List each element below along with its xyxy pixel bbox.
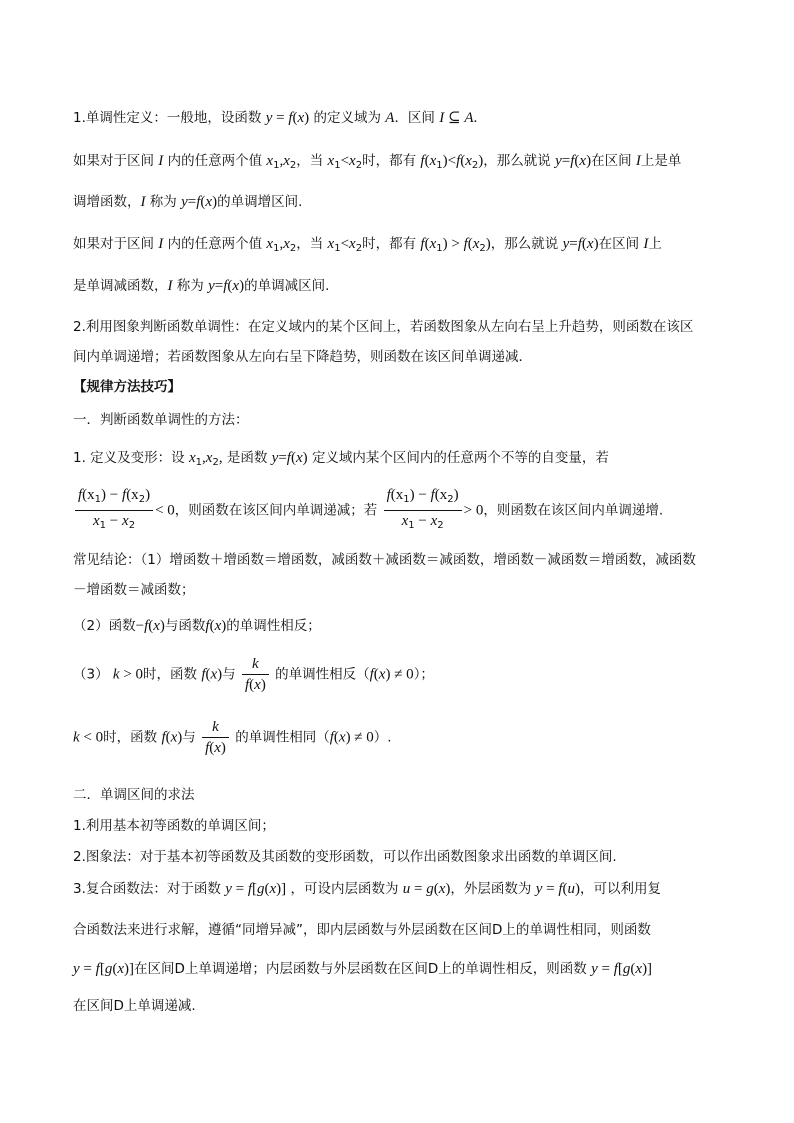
text: ，则函数在该区间内单调递增. (483, 502, 664, 519)
text: 与 (222, 666, 236, 683)
method-line-3: 3.复合函数法：对于函数 y = f[g(x)] ，可设内层函数为 u = g(x)，外层函数为 y = f(u)，可以利用复 (73, 881, 662, 897)
text: 时，都有 (362, 236, 417, 252)
text: 3.复合函数法：对于函数 (73, 881, 221, 897)
text: ．区间 (394, 110, 435, 126)
text: 的单调减区间. (244, 278, 330, 294)
text: 在区间D上单调递增；内层函数与外层函数在区间D上的单调性相反，则函数 (133, 961, 587, 977)
text: 称为 (176, 278, 204, 294)
text: 内的任意两个值 (167, 153, 263, 169)
text: （3） (73, 666, 109, 683)
text: ，外层函数为 (450, 881, 532, 897)
text: ）. (373, 729, 392, 746)
text: 1. 定义及变形：设 (73, 450, 185, 466)
method-line-1: 1.利用基本初等函数的单调区间； (73, 818, 275, 834)
method-line-2: 2.图象法：对于基本初等函数及其函数的变形函数，可以作出函数图象求出函数的单调区间. (73, 849, 617, 865)
text: 如果对于区间 (73, 236, 154, 252)
text: ，可设内层函数为 (290, 881, 399, 897)
difference-quotient: $\frac{f(x_1) - f(x_2)}{x_1 - x_2}$ (75, 486, 153, 535)
k-over-f: $\frac{k}{f(x)}$ (202, 718, 229, 757)
formula: y (265, 110, 273, 126)
definition-line-4: 如果对于区间 I 内的任意两个值 $x_1,x_2$，当 $x_1<x_2$时，都有 $f(x_1) > f(x_2)$，那么就说 y=f(x)在区间 I上 (73, 236, 662, 254)
conclusion-line-1: 常见结论：（1）增函数＋增函数＝增函数，减函数＋减函数＝减函数，增函数－减函数＝增函数，减函数 (73, 552, 696, 568)
difference-quotient: $\frac{f(x_1) - f(x_2)}{x_1 - x_2}$ (384, 486, 462, 535)
text: ，当 (296, 153, 324, 169)
text: 时，函数 (103, 729, 158, 746)
text: 调增函数， (73, 194, 141, 210)
conclusion-line-2: －增函数＝减函数； (73, 582, 195, 598)
conclusion-line-3: （2）函数−f(x)与函数f(x)的单调性相反； (73, 618, 321, 634)
conclusion-line-5: k < 0时，函数 f(x)与 $\frac{k}{f(x)}$ 的单调性相同（f(x) ≠ 0）. (73, 719, 392, 756)
text: 1.单调性定义：一般地，设函数 (73, 110, 262, 126)
text: 在区间 (591, 153, 632, 169)
text: 内的任意两个值 (167, 236, 263, 252)
text: 的单调性相同（ (235, 729, 330, 746)
text: 时，函数 (143, 666, 198, 683)
text: ，那么就说 (490, 236, 559, 252)
section-heading: 【规律方法技巧】 (73, 379, 181, 395)
text: 是函数 (226, 450, 268, 466)
definition-line-2: 如果对于区间 I 内的任意两个值 $x_1,x_2$，当 $x_1<x_2$时，都有 $f(x_1)<f(x_2)$，那么就说 y=f(x)在区间 I上是单 (73, 153, 682, 171)
part2-title: 二．单调区间的求法 (73, 787, 195, 803)
k-over-f: $\frac{k}{f(x)}$ (242, 655, 269, 694)
text: 的单调增区间. (217, 194, 303, 210)
text: 是单调减函数， (73, 278, 168, 294)
graph-method-line-1: 2.利用图象判断函数单调性：在定义域内的某个区间上，若函数图象从左向右呈上升趋势，则函数在该区 (73, 319, 694, 335)
text: （2）函数 (73, 618, 136, 634)
text: ，可以利用复 (580, 881, 662, 897)
definition-method-line-2: $\frac{f(x_1) - f(x_2)}{x_1 - x_2}$ < 0，则函数在该区间内单调递减；若 $\frac{f(x_1) - f(x_2)}{x_1 - x_2}$ > 0，则函数在该区间内单调递增. (73, 486, 663, 535)
text: 上 (648, 236, 662, 252)
text: 的定义域为 (313, 110, 381, 126)
method-line-5: y = f[g(x)]在区间D上单调递增；内层函数与外层函数在区间D上的单调性相反，则函数 y = f[g(x)] (73, 961, 653, 977)
text: 在区间 (598, 236, 640, 252)
method-line-6: 在区间D上单调递减. (73, 998, 196, 1014)
text: ，则函数在该区间内单调递减；若 (174, 502, 378, 519)
text: 如果对于区间 (73, 153, 154, 169)
method-line-4: 合函数法来进行求解，遵循“同增异减”，即内层函数与外层函数在区间D上的单调性相同，则函数 (73, 922, 651, 938)
definition-line-1: 1.单调性定义：一般地，设函数 y = f(x) 的定义域为 A．区间 I ⊆ A. (73, 110, 478, 126)
text: ，当 (296, 236, 324, 252)
text: ，那么就说 (483, 153, 551, 169)
conclusion-line-4: （3） k > 0时，函数 f(x)与 $\frac{k}{f(x)}$ 的单调性相反（f(x) ≠ 0）； (73, 656, 434, 693)
part1-title: 一．判断函数单调性的方法： (73, 412, 249, 428)
text: 的单调性相反（ (275, 666, 370, 683)
text: 称为 (149, 194, 177, 210)
text: 与 (182, 729, 196, 746)
text: 与函数 (164, 618, 206, 634)
definition-line-5: 是单调减函数，I 称为 y=f(x)的单调减区间. (73, 278, 330, 294)
graph-method-line-2: 间内单调递增；若函数图象从左向右呈下降趋势，则函数在该区间单调递减． (73, 349, 532, 365)
text: 的单调性相反； (226, 618, 321, 634)
text: 上是单 (640, 153, 682, 169)
text: 定义域内某个区间内的任意两个不等的自变量，若 (311, 450, 609, 466)
definition-line-3: 调增函数，I 称为 y=f(x)的单调增区间. (73, 194, 303, 210)
text: ）； (413, 666, 434, 683)
definition-method-line-1: 1. 定义及变形：设 $x_1,x_2$, 是函数 y=f(x) 定义域内某个区间内的任意两个不等的自变量，若 (73, 450, 609, 468)
text: 时，都有 (362, 153, 417, 169)
